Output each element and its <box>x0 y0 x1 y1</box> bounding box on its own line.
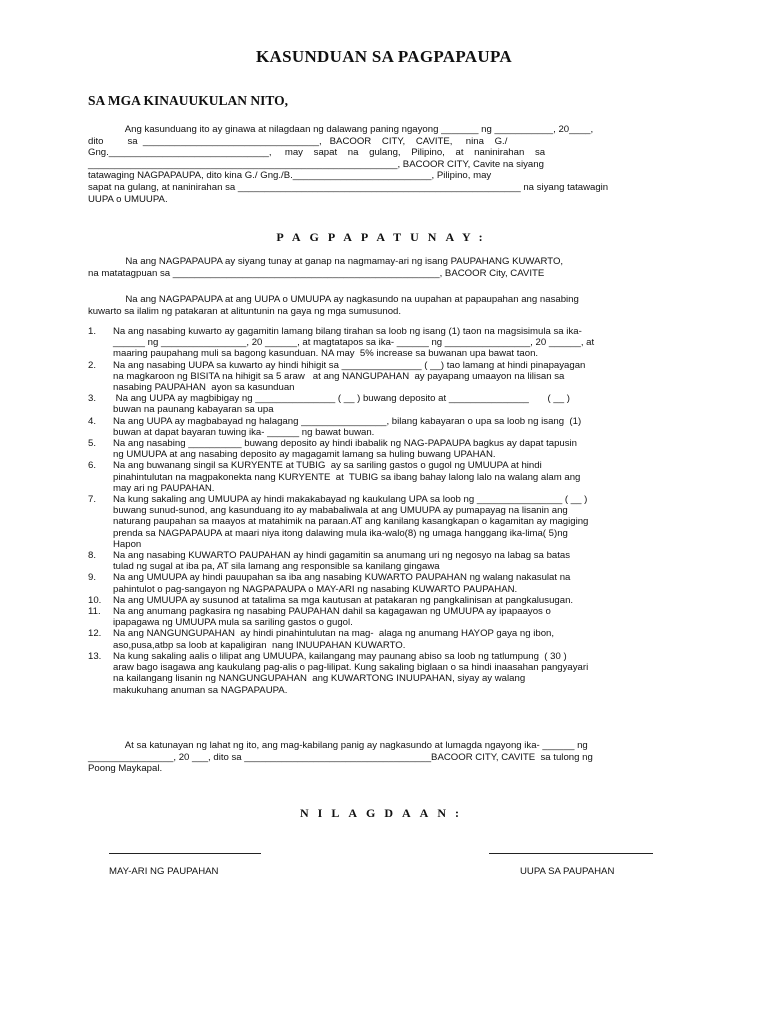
intro-line: tatawaging NAGPAPAUPA, dito kina G./ Gng./B.__________________________, Pilipino, may <box>88 170 492 182</box>
closing-paragraph <box>88 740 680 775</box>
salutation: SA MGA KINAUUKULAN NITO, <box>88 93 289 108</box>
ownership-line: Na ang NAGPAPAUPA ay siyang tunay at ganap na nagmamay-ari ng isang PAUPAHANG KUWARTO, <box>88 256 564 267</box>
term-line: Na ang UUPA ay magbibigay ng _______________ ( __ ) buwang deposito at _______________ ( __ ) <box>113 393 570 405</box>
term-number: 4. <box>88 415 97 427</box>
intro-line: Ang kasunduang ito ay ginawa at nilagdaan ng dalawang paning ngayong _______ ng ___________, 20____, <box>88 124 594 135</box>
term-line: Na kung sakaling ang UMUUPA ay hindi makakabayad ng kaukulang UPA sa loob ng ________________ ( __ ) <box>113 494 588 506</box>
term-item <box>88 595 682 606</box>
term-line: Na ang buwanang singil sa KURYENTE at TUBIG ay sa sariling gastos o gugol ng UMUUPA at hindi <box>113 460 542 472</box>
agreement-line: kuwarto sa ilalim ng patakaran at alituntunin na gaya ng mga sumusunod. <box>88 305 402 317</box>
document-title: KASUNDUAN SA PAGPAPAUPA <box>256 47 512 66</box>
term-line: Na ang nasabing kuwarto ay gagamitin lamang bilang tirahan sa loob ng isang (1) taon na magsisimula sa ika- <box>113 326 582 337</box>
term-number: 13. <box>88 650 102 662</box>
owner-signature-label: MAY-ARI NG PAUPAHAN <box>109 866 219 877</box>
intro-line: dito sa _________________________________, BACOOR CITY, CAVITE, nina G./ <box>88 135 508 147</box>
term-line: Na kung sakaling aalis o lilipat ang UMUUPA, kailangang may paunang abiso sa loob ng tatlumpung ( 30 ) <box>113 650 567 662</box>
ownership-line: na matatagpuan sa __________________________________________________, BACOOR City, CAVITE <box>88 267 545 279</box>
section-heading-nilagdaan: NILAGDAAN: <box>300 806 468 820</box>
term-line: tulad ng sugal at iba pa, AT sila lamang ang responsible sa kanilang gingawa <box>113 561 440 573</box>
term-number: 10. <box>88 594 102 606</box>
term-item <box>88 360 682 394</box>
tenant-signature-label: UUPA SA PAUPAHAN <box>520 866 615 877</box>
term-number: 12. <box>88 628 102 640</box>
term-line: may ari ng PAUPAHAN. <box>113 482 215 494</box>
intro-line: Gng.______________________________, may sapat na gulang, Pilipino, at naninirahan sa <box>88 147 546 159</box>
term-line: Na ang nasabing UUPA sa kuwarto ay hindi hihigit sa _______________ ( __) tao lamang at hindi pinapayagan <box>113 359 586 371</box>
term-line: na magkaroon ng BISITA na hihigit sa 5 araw at ang NANGUPAHAN ay payapang umaayon na lilisan sa <box>113 370 565 382</box>
ownership-paragraph <box>88 256 680 279</box>
intro-line: sapat na gulang, at naninirahan sa _____________________________________________________ na siyang tatawagin <box>88 181 609 193</box>
tenant-signature-line <box>489 853 653 854</box>
term-item <box>88 494 682 550</box>
term-item <box>88 460 682 494</box>
term-number: 11. <box>88 606 101 618</box>
term-item <box>88 393 682 415</box>
term-number: 2. <box>88 359 97 371</box>
term-line: Na ang anumang pagkasira ng nasabing PAUPAHAN dahil sa kagagawan ng UMUUPA ay ipapaayos o <box>113 606 551 618</box>
section-heading-pagpapatunay: PAGPAPATUNAY: <box>276 230 492 244</box>
term-line: aso,pusa,atbp sa loob at kapaligiran nang INUUPAHAN KUWARTO. <box>113 639 406 651</box>
agreement-line: Na ang NAGPAPAUPA at ang UUPA o UMUUPA ay nagkasundo na uupahan at papaupahan ang nasabing <box>88 294 579 305</box>
term-item <box>88 606 682 628</box>
term-line: naturang paupahan sa maayos at matahimik na paraan.AT ang kanilang kasangkapan o kagamitan ay magiging <box>113 516 589 528</box>
term-line: ipapagawa ng UMUUPA mula sa sariling gastos o gugol. <box>113 617 353 629</box>
term-line: makukuhang anuman sa NAGPAPAUPA. <box>113 684 288 696</box>
intro-paragraph <box>88 124 680 205</box>
term-item <box>88 572 682 594</box>
term-line: Hapon <box>113 538 142 550</box>
term-number: 9. <box>88 572 97 584</box>
term-item <box>88 550 682 572</box>
closing-line: At sa katunayan ng lahat ng ito, ang mag-kabilang panig ay nagkasundo at lumagda ngayong ika- ______ ng <box>88 740 588 751</box>
term-number: 1. <box>88 326 97 337</box>
term-line: buwang sunud-sunod, ang kasunduang ito ay mababaliwala at ang UMUUPA ay pumapayag na lisanin ang <box>113 505 568 517</box>
intro-line: UUPA o UMUUPA. <box>88 193 168 205</box>
term-line: Na ang UMUUPA ay susunod at tatalima sa mga kautusan at patakaran ng pangkalinisan at pangkalusugan. <box>113 594 574 606</box>
owner-signature-line <box>109 853 261 854</box>
intro-line: __________________________________________________________, BACOOR CITY, Cavite na siyang <box>88 158 544 170</box>
term-line: Na ang NANGUNGUPAHAN ay hindi pinahintulutan na mag- alaga ng anumang HAYOP gaya ng ibon, <box>113 628 555 640</box>
term-item <box>88 416 682 438</box>
term-line: buwan at dapat bayaran tuwing ika- ______ ng bawat buwan. <box>113 426 375 438</box>
agreement-paragraph <box>88 294 680 317</box>
term-line: ng UMUUPA at ang nasabing deposito ay magagamit lamang sa huling buwang UPAHAN. <box>113 449 496 461</box>
term-line: pahintulot o pag-sangayon ng NAGPAPAUPA o MAY-ARI ng nasabing KUWARTO PAUPAHAN. <box>113 583 518 595</box>
term-number: 5. <box>88 438 97 450</box>
term-number: 3. <box>88 393 97 405</box>
term-line: araw bago isagawa ang kaukulang pag-alis o pag-lilipat. Kung sakaling biglaan o sa hindi inaasahan pangyayari <box>113 662 589 674</box>
term-line: na kailangang lisanin ng NANGUNGUPAHAN ang KUWARTONG INUUPAHAN, siyay ay walang <box>113 673 526 685</box>
term-line: prenda sa NAGPAPAUPA at maari niya itong dalawing mula ika-walo(8) ng umaga hanggang ika-lima( 5)ng <box>113 527 568 539</box>
term-line: maaring paupahang muli sa bagong kasunduan. NA may 5% increase sa buwanan upa bawat taon. <box>113 348 539 360</box>
term-item <box>88 438 682 460</box>
term-line: nasabing PAUPAHAN ayon sa kasunduan <box>113 382 295 394</box>
term-number: 8. <box>88 550 97 562</box>
term-item <box>88 628 682 650</box>
term-line: buwan na paunang kabayaran sa upa <box>113 404 274 416</box>
term-line: Na ang nasabing KUWARTO PAUPAHAN ay hindi gagamitin sa anumang uri ng negosyo na labag sa batas <box>113 550 571 562</box>
term-number: 6. <box>88 460 97 472</box>
term-line: pinahintulutan na magpakonekta nang KURYENTE at TUBIG sa ibang bahay lalong lalo na walang alam ang <box>113 471 581 483</box>
terms-list <box>88 326 682 696</box>
term-line: Na ang nasabing __________ buwang deposito ay hindi ibabalik ng NAG-PAPAUPA bagkus ay dapat tapusin <box>113 438 578 450</box>
term-line: ______ ng ________________, 20 ______, at magtatapos sa ika- ______ ng ________________, 20 ______, at <box>113 337 595 349</box>
closing-line: ________________, 20 ___, dito sa ___________________________________BACOOR CITY, CAVITE sa tulong ng <box>88 751 593 763</box>
closing-line: Poong Maykapal. <box>88 763 163 775</box>
term-line: Na ang UMUUPA ay hindi pauupahan sa iba ang nasabing KUWARTO PAUPAHAN ng walang nakasulat na <box>113 572 571 584</box>
term-item <box>88 651 682 696</box>
term-number: 7. <box>88 494 97 506</box>
term-line: Na ang UUPA ay magbabayad ng halagang ________________, bilang kabayaran o upa sa loob ng isang (1) <box>113 415 582 427</box>
term-item <box>88 326 682 360</box>
